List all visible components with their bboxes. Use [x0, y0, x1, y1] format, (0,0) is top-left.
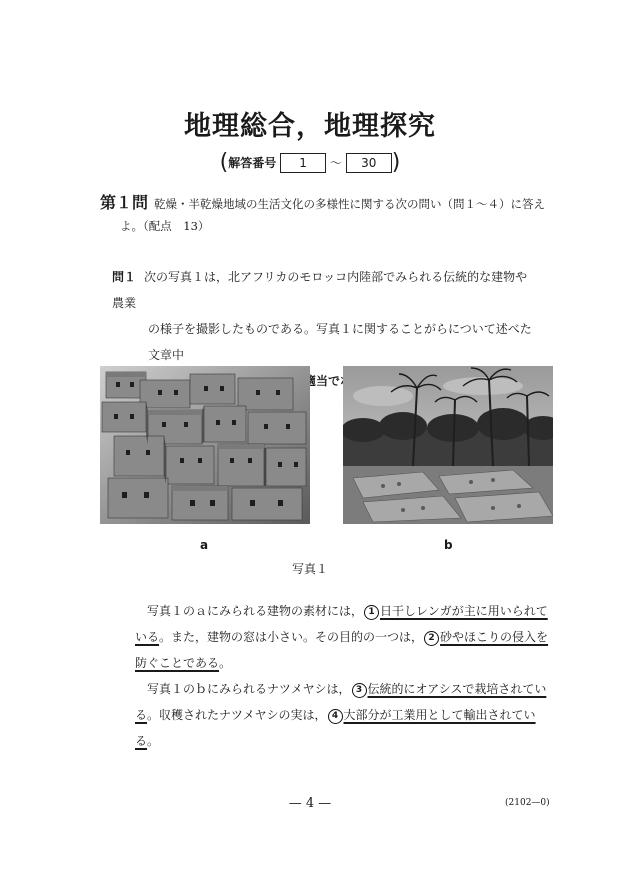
- photo-a-mudbrick-village: [100, 366, 310, 524]
- page-title: 地理総合，地理探究: [184, 111, 436, 142]
- tilde: ～: [329, 156, 342, 170]
- exam-code: (2102—0): [505, 798, 550, 808]
- underlined-2-cont: 防ぐことである: [135, 656, 220, 670]
- page-number: — 4 —: [288, 796, 332, 811]
- circled-number-2: 2: [424, 631, 439, 646]
- answer-number-to: 30: [346, 153, 392, 173]
- passage-line5: [135, 702, 560, 728]
- passage-text: 。: [219, 656, 232, 670]
- underlined-1-cont: いる: [135, 630, 160, 644]
- sub-question-line2: の様子を撮影したものである。写真１に関することがらについて述べた文章中: [148, 322, 532, 362]
- close-paren: ): [391, 150, 401, 175]
- underlined-3-cont: る: [135, 708, 148, 722]
- answer-number-range: [0, 150, 620, 175]
- underlined-4: 大部分が工業用として輸出されてい: [343, 708, 536, 722]
- question-1-text-cont: よ。（配点 13）: [120, 219, 210, 233]
- passage-text: 。: [147, 734, 160, 748]
- passage-text: 写真１のａにみられる建物の素材には，: [147, 604, 364, 618]
- photo-title: 写真１: [291, 562, 328, 576]
- passage: [135, 598, 560, 754]
- circled-number-1: 1: [364, 605, 379, 620]
- passage-line2: [135, 624, 560, 650]
- sub-question-line1: 次の写真１は，北アフリカのモロッコ内陸部でみられる伝統的な建物や農業: [112, 270, 528, 310]
- underlined-2: 砂やほこりの侵入を: [440, 630, 549, 644]
- underlined-1: 日干しレンガが主に用いられて: [380, 604, 548, 618]
- photo-b-caption: b: [444, 538, 453, 552]
- passage-text: 。また，建物の窓は小さい。その目的の一つは，: [159, 630, 424, 644]
- circled-number-4: 4: [328, 709, 343, 724]
- passage-line4: [135, 676, 560, 702]
- sub-question-label: 問１: [112, 270, 137, 284]
- circled-number-3: 3: [352, 683, 367, 698]
- passage-line3: [135, 650, 560, 676]
- open-paren: (: [219, 150, 229, 175]
- passage-line1: [135, 598, 560, 624]
- answer-number-from: 1: [280, 153, 326, 173]
- photo-a-caption: a: [200, 538, 209, 552]
- question-1-text: 乾燥・半乾燥地域の生活文化の多様性に関する次の問い（問１～４）に答え: [154, 197, 546, 211]
- photo-b-oasis-date-palms: [343, 366, 553, 524]
- question-1-heading: [100, 192, 570, 215]
- underlined-3: 伝統的にオアシスで栽培されてい: [367, 682, 547, 696]
- answer-number-label: 解答番号: [228, 156, 277, 170]
- passage-line6: [135, 728, 560, 754]
- question-1-number: 第１問: [100, 193, 149, 212]
- underlined-4-cont: る: [135, 734, 148, 748]
- passage-text: 写真１のｂにみられるナツメヤシは，: [147, 682, 351, 696]
- passage-text: 。収穫されたナツメヤシの実は，: [147, 708, 327, 722]
